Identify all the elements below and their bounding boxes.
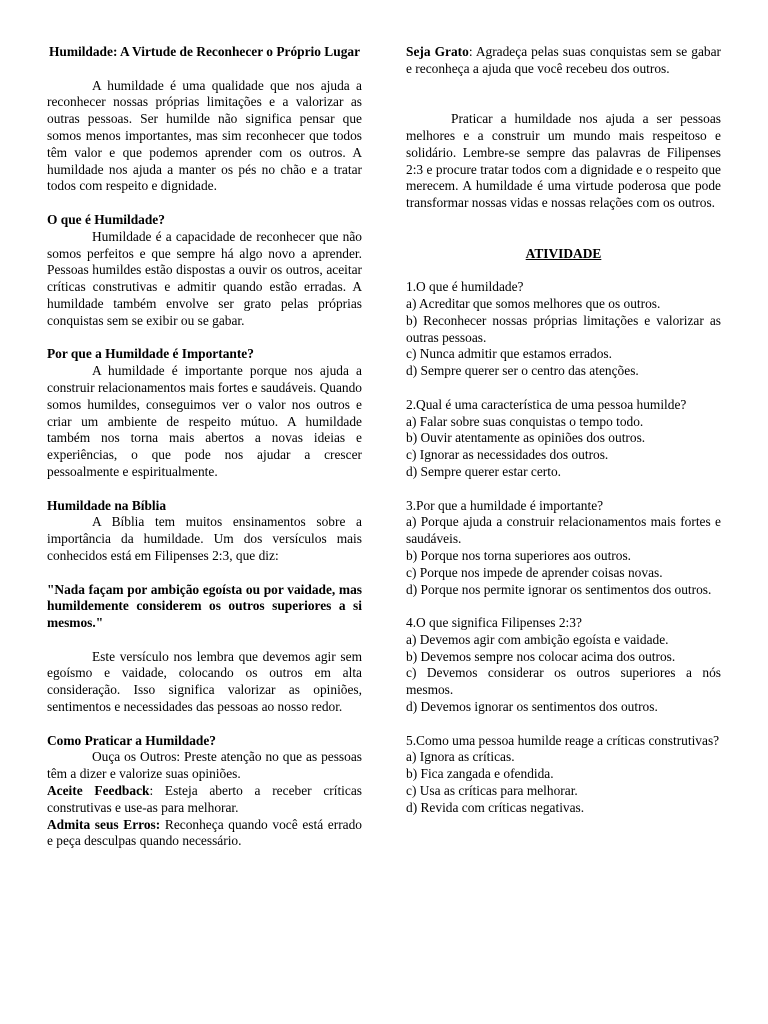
question-block bbox=[406, 279, 721, 380]
question-text: 1.O que é humildade? bbox=[406, 279, 524, 295]
question-option: c) Devemos considerar os outros superiores a nós mesmos. bbox=[406, 665, 721, 698]
question-block bbox=[406, 733, 721, 817]
question-block bbox=[406, 397, 721, 481]
section-text-bible: A Bíblia tem muitos ensinamentos sobre a importância da humildade. Um dos versículos mais conhecidos está em Filipenses 2:3, que diz: bbox=[47, 514, 362, 563]
practice-item-feedback-text: : Esteja aberto a receber críticas construtivas e use-as para melhorar. bbox=[47, 783, 362, 815]
question-option: a) Porque ajuda a construir relacionamentos mais fortes e saudáveis. bbox=[406, 514, 721, 547]
left-column bbox=[47, 44, 362, 850]
practice-item-listen: Ouça os Outros: Preste atenção no que as pessoas têm a dizer e valorize suas opiniões. bbox=[47, 749, 362, 782]
question-option: a) Falar sobre suas conquistas o tempo todo. bbox=[406, 413, 644, 429]
practice-item-feedback bbox=[47, 783, 362, 817]
question-text: 2.Qual é uma característica de uma pessoa humilde? bbox=[406, 396, 687, 412]
question-text: 5.Como uma pessoa humilde reage a críticas construtivas? bbox=[406, 732, 720, 748]
practice-item-errors-text: Reconheça quando você está errado e peça desculpas quando necessário. bbox=[47, 816, 362, 849]
section-text-bible-2: Este versículo nos lembra que devemos agir sem egoísmo e vaidade, colocando os outros em alta consideração. Isso significa valorizar as opiniões, sentimentos e necessidades das pessoas ao nosso redor. bbox=[47, 648, 362, 715]
bible-quote: "Nada façam por ambição egoísta ou por vaidade, mas humildemente considerem os outros superiores a si mesmos." bbox=[47, 581, 362, 631]
question-option: b) Ouvir atentamente as opiniões dos outros. bbox=[406, 430, 646, 446]
section-heading-bible: Humildade na Bíblia bbox=[47, 497, 167, 513]
document-title: Humildade: A Virtude de Reconhecer o Próprio Lugar bbox=[48, 44, 361, 59]
question-option: d) Sempre querer estar certo. bbox=[406, 463, 562, 479]
question-option: c) Usa as críticas para melhorar. bbox=[406, 783, 578, 799]
conclusion-paragraph: Praticar a humildade nos ajuda a ser pessoas melhores e a construir um mundo mais respeitoso e solidário. Lembre-se sempre das palavras de Filipenses 2:3 e procure tratar todos com a dignidade e o respeito que merecem. A humildade é uma virtude poderosa que pode transformar nossas vidas e nossas relações com os outros. bbox=[406, 111, 721, 211]
practice-item-grateful-text: : Agradeça pelas suas conquistas sem se gabar e reconheça a ajuda que você recebeu dos outros. bbox=[406, 44, 721, 76]
question-text: 3.Por que a humildade é importante? bbox=[406, 497, 604, 513]
section-heading-why-important: Por que a Humildade é Importante? bbox=[47, 346, 254, 362]
question-option: d) Revida com críticas negativas. bbox=[406, 799, 585, 815]
question-block bbox=[406, 615, 721, 716]
intro-paragraph: A humildade é uma qualidade que nos ajuda a reconhecer nossas próprias limitações e a valorizar as outras pessoas. Ser humilde não significa pensar que somos menos importantes, mas sim reconhecer que todos têm valor e que podemos aprender com os outros. A humildade nos ajuda a manter os pés no chão e a tratar todos com respeito e dignidade. bbox=[47, 77, 362, 194]
question-option: b) Devemos sempre nos colocar acima dos outros. bbox=[406, 648, 676, 664]
question-text: 4.O que significa Filipenses 2:3? bbox=[406, 615, 582, 631]
question-option: d) Devemos ignorar os sentimentos dos outros. bbox=[406, 699, 658, 715]
activity-title: ATIVIDADE bbox=[525, 245, 602, 261]
question-option: a) Ignora as críticas. bbox=[406, 749, 515, 765]
question-option: b) Reconhecer nossas próprias limitações e valorizar as outras pessoas. bbox=[406, 312, 721, 345]
question-option: d) Porque nos permite ignorar os sentimentos dos outros. bbox=[406, 581, 712, 597]
right-column bbox=[406, 44, 721, 817]
practice-item-grateful bbox=[406, 44, 721, 78]
question-option: b) Porque nos torna superiores aos outros. bbox=[406, 547, 631, 563]
section-text-why-important: A humildade é importante porque nos ajuda a construir relacionamentos mais fortes e saudáveis. Quando somos humildes, conseguimos ver o valor nos outros e criar um ambiente de respeito mútuo. A humildade também nos torna mais abertos a novas ideias e experiências, o que pode nos ajudar a crescer pessoalmente e espiritualmente. bbox=[47, 363, 362, 479]
question-option: d) Sempre querer ser o centro das atenções. bbox=[406, 363, 639, 379]
question-option: b) Fica zangada e ofendida. bbox=[406, 766, 554, 782]
question-option: c) Porque nos impede de aprender coisas novas. bbox=[406, 564, 663, 580]
practice-item-feedback-label: Aceite Feedback bbox=[47, 783, 150, 799]
question-block bbox=[406, 498, 721, 599]
practice-item-errors-label: Admita seus Erros: bbox=[47, 816, 161, 832]
question-option: c) Ignorar as necessidades dos outros. bbox=[406, 447, 609, 463]
practice-item-grateful-label: Seja Grato bbox=[406, 44, 469, 59]
section-text-what-is: Humildade é a capacidade de reconhecer que não somos perfeitos e que sempre há algo novo a aprender. Pessoas humildes estão dispostas a ouvir os outros, aceitar críticas construtivas e admitir quando estão erradas. A humildade também envolve ser grato pelas próprias conquistas sem se exibir ou se gabar. bbox=[47, 228, 362, 328]
practice-item-errors bbox=[47, 817, 362, 851]
section-heading-how-to-practice: Como Praticar a Humildade? bbox=[47, 732, 216, 748]
question-option: a) Acreditar que somos melhores que os outros. bbox=[406, 295, 661, 311]
question-option: c) Nunca admitir que estamos errados. bbox=[406, 346, 612, 362]
section-heading-what-is: O que é Humildade? bbox=[47, 211, 165, 227]
question-option: a) Devemos agir com ambição egoísta e vaidade. bbox=[406, 631, 669, 647]
